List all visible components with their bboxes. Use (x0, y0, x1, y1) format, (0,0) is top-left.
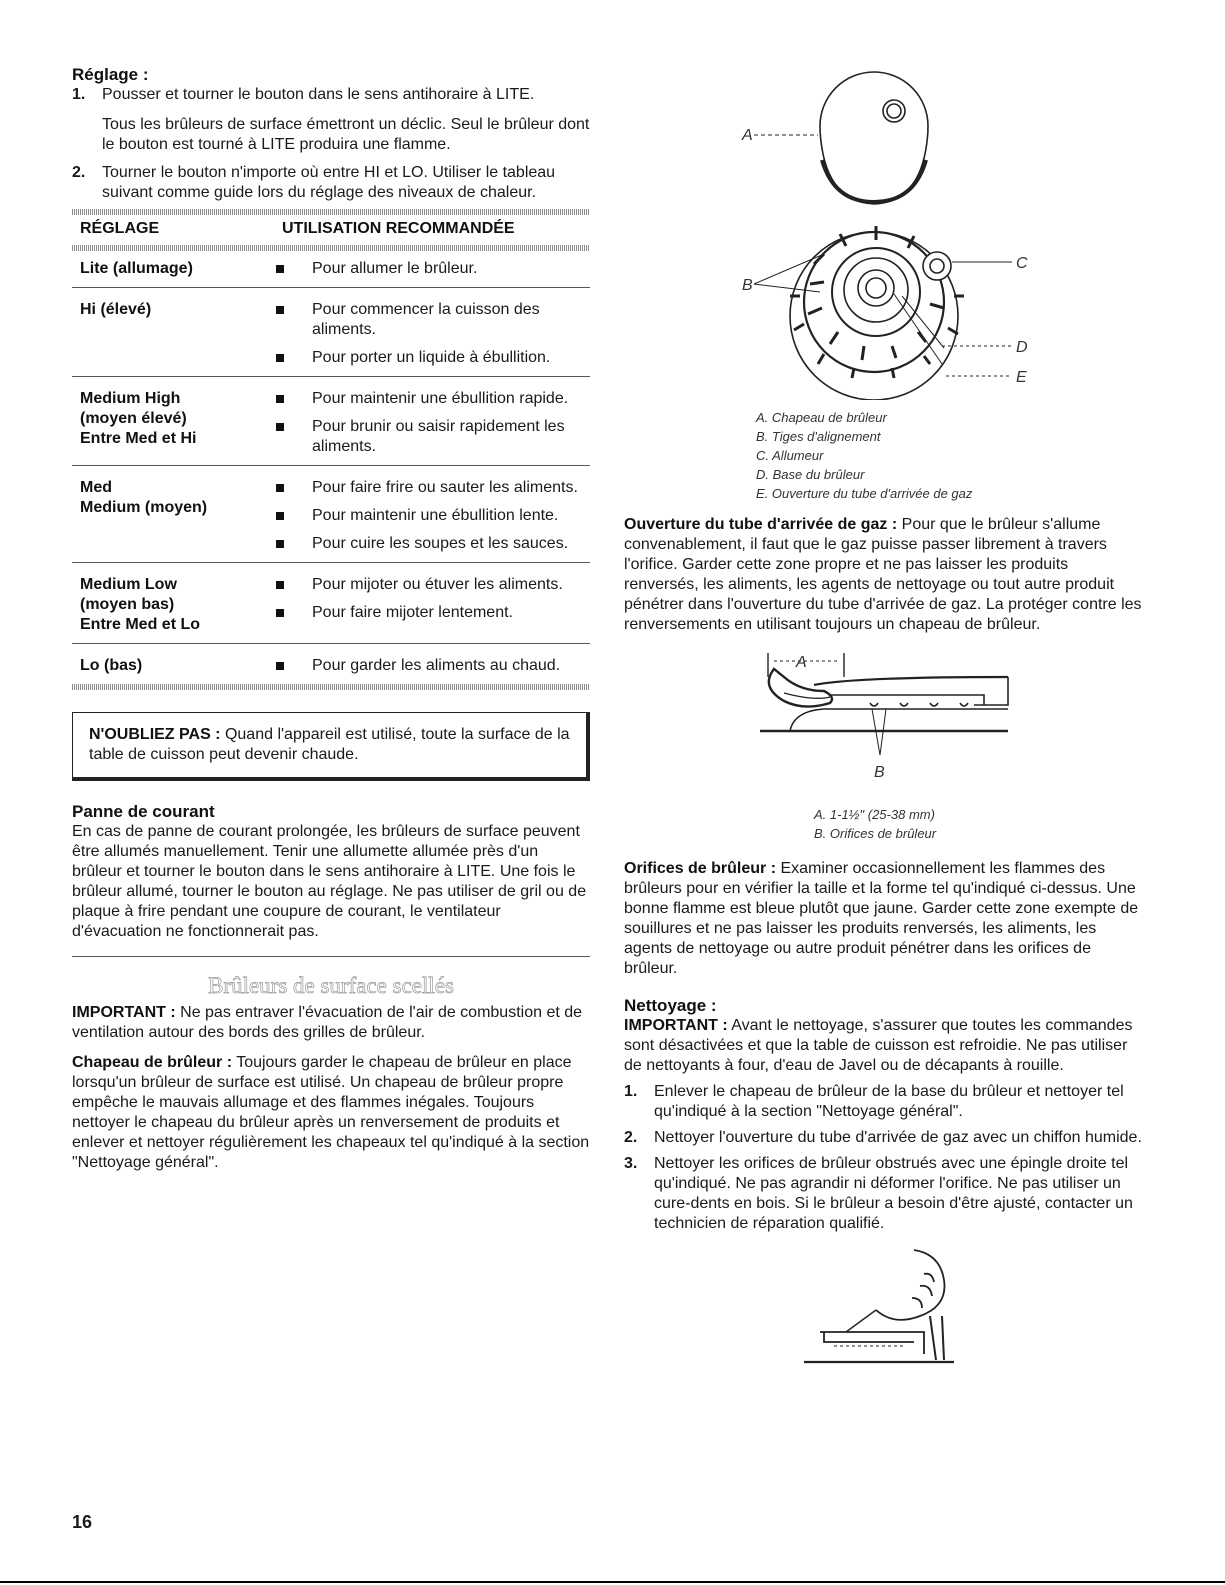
use-cell (268, 389, 590, 457)
figure-1-caption (756, 408, 1144, 503)
page-bottom-rule (0, 1581, 1225, 1583)
nettoyage-important (624, 1016, 1144, 1076)
use-item: Pour faire frire ou sauter les aliments. (268, 478, 590, 498)
step-number: 2. (72, 164, 86, 181)
burner-parts-figure (624, 64, 1144, 400)
caption-line: C. Allumeur (756, 448, 824, 463)
reminder-body: Quand l'appareil est utilisé, toute la surface de la table de cuisson peut devenir chaude. (89, 726, 570, 763)
label-a: A (742, 127, 753, 144)
flame (769, 669, 832, 707)
reminder-box (72, 712, 590, 781)
orifices-body: Examiner occasionnellement les flammes des brûleurs pour en vérifier la taille et la forme tel qu'indiqué ci-dessus. Une bonne flamme est bleue plutôt que jaune. Garder cette zone exempte de souillures et ne pas laisser les produits renversés, les aliments, les agents de nettoyage ou autre produit pénétrer dans les orifices de brûleur. (624, 860, 1139, 977)
caption-line: B. Tiges d'alignement (756, 429, 881, 444)
table-row (72, 251, 590, 288)
use-item: Pour cuire les soupes et les sauces. (268, 534, 590, 554)
setting-label: Medium Low (80, 576, 177, 593)
igniter (923, 252, 951, 280)
table-row (72, 644, 590, 684)
use-item: Pour allumer le brûleur. (268, 259, 590, 279)
use-item: Pour commencer la cuisson des aliments. (268, 300, 590, 340)
nettoyage-step (624, 1154, 1144, 1234)
use-cell (268, 300, 590, 368)
label-b: B (742, 277, 753, 294)
step-text: Tourner le bouton n'importe où entre HI et LO. Utiliser le tableau suivant comme guide lors du réglage des niveaux de chaleur. (102, 164, 556, 201)
nettoyage-step (624, 1082, 1144, 1122)
header-use: UTILISATION RECOMMANDÉE (282, 220, 515, 237)
nettoyage-step (624, 1128, 1144, 1148)
important-body: Ne pas entraver l'évacuation de l'air de combustion et de ventilation autour des bords des grilles de brûleur. (72, 1004, 583, 1041)
reminder-text (89, 725, 570, 765)
panne-heading: Panne de courant (72, 802, 215, 821)
important-label: IMPORTANT : (72, 1004, 176, 1021)
setting-label: Medium High (80, 390, 181, 407)
panne-text: En cas de panne de courant prolongée, les brûleurs de surface peuvent être allumés manuellement. Tenir une allumette allumée près d'un brûleur et tourner le bouton dans le sens antihoraire à LITE. Une fois le brûleur allumé, tourner le bouton au réglage. Ne pas utiliser de gril ou de plaque à frire pendant une coupure de courant, le ventilateur d'évacuation ne fonctionnerait pas. (72, 823, 587, 940)
use-item: Pour faire mijoter lentement. (268, 603, 590, 623)
table-row (72, 288, 590, 377)
page-number: 16 (72, 1512, 93, 1532)
step-text: Nettoyer l'ouverture du tube d'arrivée de gaz avec un chiffon humide. (654, 1129, 1142, 1146)
orifices-label: Orifices de brûleur : (624, 860, 777, 877)
reglage-step-2 (72, 163, 590, 203)
right-column (624, 64, 1144, 1366)
setting-cell (72, 656, 268, 676)
step-text: Pousser et tourner le bouton dans le sens antihoraire à LITE. (102, 86, 535, 103)
setting-label: Entre Med et Hi (80, 430, 197, 447)
nettoyage-heading: Nettoyage : (624, 996, 717, 1015)
step-subtext: Tous les brûleurs de surface émettront un déclic. Seul le brûleur dont le bouton est tourné à LITE produira une flamme. (102, 116, 590, 153)
chapeau-body: Toujours garder le chapeau de brûleur en place lorsqu'un brûleur de surface est utilisé. Un chapeau de brûleur propre empêche le mauvais allumage et des flammes inégales. Toujours nettoyer le chapeau du brûleur après un renversement de produits et enlever et nettoyer régulièrement les chapeaux tel qu'indiqué à la section "Nettoyage général". (72, 1054, 590, 1171)
setting-label: Entre Med et Lo (80, 616, 201, 633)
hand (876, 1250, 945, 1320)
caption-line: B. Orifices de brûleur (814, 826, 937, 841)
setting-label: (moyen bas) (80, 596, 175, 613)
figure-2-caption (814, 805, 1144, 843)
caption-line: A. Chapeau de brûleur (756, 410, 887, 425)
label-a: A (796, 654, 807, 671)
table-row (72, 377, 590, 466)
table-bottom-rule (72, 684, 590, 690)
use-cell (268, 575, 590, 635)
use-item: Pour brunir ou saisir rapidement les aliments. (268, 417, 590, 457)
reminder-label: N'OUBLIEZ PAS : (89, 726, 221, 743)
important-body: Avant le nettoyage, s'assurer que toutes les commandes sont désactivées et que la table de cuisson est refroidie. Ne pas utiliser de nettoyants à four, d'eau de Javel ou de décapants à rouille. (624, 1017, 1133, 1074)
setting-label: (moyen élevé) (80, 410, 187, 427)
nettoyage-steps (624, 1082, 1144, 1234)
table-row (72, 466, 590, 563)
setting-label: Lo (bas) (80, 657, 143, 674)
use-item: Pour garder les aliments au chaud. (268, 656, 590, 676)
flame-orifice-figure (624, 647, 1144, 791)
section-title: Brûleurs de surface scellés (208, 973, 454, 998)
reglage-heading: Réglage : (72, 65, 149, 84)
reglage-step-1 (72, 85, 590, 155)
use-cell (268, 656, 590, 676)
ouverture-body: Pour que le brûleur s'allume convenablement, il faut que le gaz puisse passer librement à travers l'orifice. Garder cette zone propre et ne pas laisser les produits renversés, les aliments, les agents de nettoyage ou tout autre produit pénétrer dans l'ouverture du tube d'arrivée de gaz. La protéger contre les renversements en utilisant toujours un chapeau de brûleur. (624, 516, 1142, 633)
step-number: 1. (624, 1083, 638, 1100)
setting-label: Med (80, 479, 112, 496)
important-label: IMPORTANT : (624, 1017, 728, 1034)
setting-cell (72, 575, 268, 635)
table-header (72, 215, 590, 245)
setting-cell (72, 478, 268, 554)
setting-label: Hi (élevé) (80, 301, 152, 318)
section-divider (72, 956, 590, 957)
step-text: Enlever le chapeau de brûleur de la base du brûleur et nettoyer tel qu'indiqué à la section "Nettoyage général". (654, 1083, 1124, 1120)
ouverture-label: Ouverture du tube d'arrivée de gaz : (624, 516, 898, 533)
use-item: Pour maintenir une ébullition rapide. (268, 389, 590, 409)
left-column (72, 64, 590, 1173)
label-e: E (1016, 369, 1027, 386)
pin (846, 1310, 876, 1332)
setting-cell (72, 389, 268, 457)
caption-line: E. Ouverture du tube d'arrivée de gaz (756, 486, 973, 501)
step-text: Nettoyer les orifices de brûleur obstrués avec une épingle droite tel qu'indiqué. Ne pas agrandir ni déformer l'orifice. Ne pas utiliser un cure-dents en bois. Si le brûleur a besoin d'être ajusté, contacter un technicien de réparation qualifié. (654, 1155, 1133, 1232)
setting-label: Lite (allumage) (80, 260, 193, 277)
use-item: Pour porter un liquide à ébullition. (268, 348, 590, 368)
label-c: C (1016, 255, 1028, 272)
setting-label: Medium (moyen) (80, 499, 208, 516)
table-row (72, 563, 590, 644)
reglage-steps (72, 85, 590, 203)
caption-line: D. Base du brûleur (756, 467, 865, 482)
important-paragraph (72, 1003, 590, 1043)
setting-cell (72, 259, 268, 279)
ouverture-paragraph (624, 515, 1144, 635)
pin-cleaning-figure (624, 1246, 1144, 1366)
use-cell (268, 259, 590, 279)
setting-cell (72, 300, 268, 368)
label-d: D (1016, 339, 1028, 356)
step-number: 2. (624, 1129, 638, 1146)
chapeau-paragraph (72, 1053, 590, 1173)
header-setting: RÉGLAGE (80, 220, 160, 237)
caption-line: A. 1-1½" (25-38 mm) (814, 807, 935, 822)
step-number: 1. (72, 86, 86, 103)
chapeau-label: Chapeau de brûleur : (72, 1054, 233, 1071)
settings-table (72, 209, 590, 690)
orifices-paragraph (624, 859, 1144, 979)
use-item: Pour maintenir une ébullition lente. (268, 506, 590, 526)
use-item: Pour mijoter ou étuver les aliments. (268, 575, 590, 595)
step-number: 3. (624, 1155, 638, 1172)
use-cell (268, 478, 590, 554)
label-b: B (874, 764, 885, 781)
